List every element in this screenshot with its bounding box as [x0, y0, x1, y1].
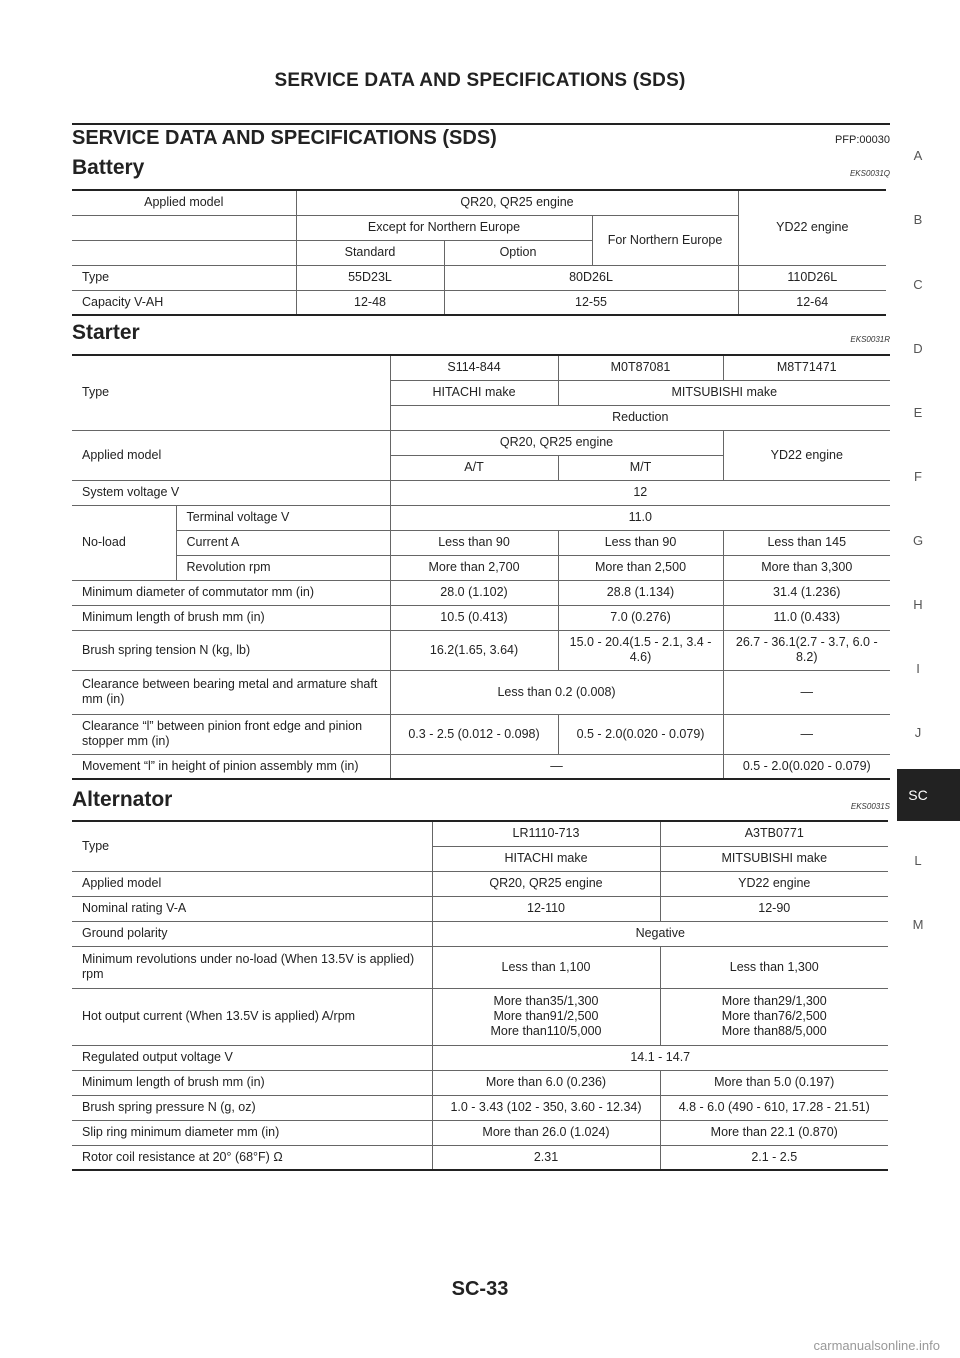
table-cell: Ground polarity: [72, 921, 432, 946]
table-row: [72, 190, 886, 215]
table-row: [72, 821, 888, 846]
table-row: [72, 430, 890, 455]
table-row: [72, 896, 888, 921]
table-cell: Capacity V-AH: [72, 290, 296, 315]
table-cell: 0.5 - 2.0(0.020 - 0.079): [558, 714, 723, 754]
table-row: [72, 988, 888, 1045]
table-cell: Minimum diameter of commutator mm (in): [72, 580, 390, 605]
cell-line: More than29/1,300: [721, 994, 827, 1008]
table-row: [72, 1145, 888, 1170]
table-cell: 0.5 - 2.0(0.020 - 0.079): [723, 754, 890, 779]
table-cell: 16.2(1.65, 3.64): [390, 630, 558, 670]
table-cell: 12-48: [296, 290, 444, 315]
table-cell: Less than 90: [390, 530, 558, 555]
watermark: carmanualsonline.info: [813, 1338, 940, 1353]
table-row: [72, 505, 890, 530]
table-cell: MITSUBISHI make: [660, 846, 888, 871]
table-cell: M/T: [558, 455, 723, 480]
table-cell: Current A: [176, 530, 390, 555]
table-row: [72, 670, 890, 714]
table-row: [72, 1095, 888, 1120]
table-cell: Less than 145: [723, 530, 890, 555]
table-cell: Standard: [296, 240, 444, 265]
title-rule: [72, 123, 890, 125]
table-cell: Less than 1,100: [432, 946, 660, 988]
table-cell: 10.5 (0.413): [390, 605, 558, 630]
index-letter-c[interactable]: C: [913, 277, 923, 292]
cell-line: More than110/5,000: [490, 1024, 602, 1038]
table-cell: 12-90: [660, 896, 888, 921]
index-letter-i[interactable]: I: [916, 661, 920, 676]
table-cell: 7.0 (0.276): [558, 605, 723, 630]
table-cell: A/T: [390, 455, 558, 480]
table-row: [72, 1045, 888, 1070]
table-cell: More than 3,300: [723, 555, 890, 580]
table-cell: Applied model: [72, 190, 296, 215]
table-row: [72, 1070, 888, 1095]
table-cell: Regulated output voltage V: [72, 1045, 432, 1070]
table-cell: 26.7 - 36.1(2.7 - 3.7, 6.0 - 8.2): [723, 630, 890, 670]
table-cell: Terminal voltage V: [176, 505, 390, 530]
table-cell: 11.0 (0.433): [723, 605, 890, 630]
table-cell: 80D26L: [444, 265, 738, 290]
table-cell: Type: [72, 355, 390, 430]
table-row: [72, 530, 890, 555]
cell-line: More than35/1,300: [493, 994, 599, 1008]
table-cell: Minimum length of brush mm (in): [72, 1070, 432, 1095]
alternator-table: [72, 820, 888, 1171]
table-cell: Except for Northern Europe: [296, 215, 592, 240]
table-row: [72, 946, 888, 988]
table-row: [72, 921, 888, 946]
table-cell: 110D26L: [738, 265, 886, 290]
battery-table: [72, 189, 886, 316]
table-cell: More than 5.0 (0.197): [660, 1070, 888, 1095]
table-row: [72, 871, 888, 896]
cell-line: More than76/2,500: [721, 1009, 827, 1023]
table-cell: Brush spring tension N (kg, lb): [72, 630, 390, 670]
alternator-section-code: EKS0031S: [850, 802, 890, 811]
table-cell: More than 2,500: [558, 555, 723, 580]
table-cell: HITACHI make: [390, 380, 558, 405]
table-cell: More than 22.1 (0.870): [660, 1120, 888, 1145]
table-cell: Minimum length of brush mm (in): [72, 605, 390, 630]
table-cell: Nominal rating V-A: [72, 896, 432, 921]
table-cell: 2.31: [432, 1145, 660, 1170]
document-code: PFP:00030: [834, 134, 890, 146]
starter-section-code: EKS0031R: [850, 335, 890, 344]
table-cell: HITACHI make: [432, 846, 660, 871]
index-letter-e[interactable]: E: [913, 405, 923, 420]
table-cell: QR20, QR25 engine: [390, 430, 723, 455]
starter-table: [72, 354, 890, 780]
table-cell: [72, 240, 296, 265]
table-cell: Less than 90: [558, 530, 723, 555]
table-cell: More than 2,700: [390, 555, 558, 580]
page-number: SC-33: [451, 1278, 509, 1300]
table-cell: 12-110: [432, 896, 660, 921]
table-row: [72, 630, 890, 670]
battery-section-title: Battery: [72, 156, 145, 179]
table-cell: 14.1 - 14.7: [432, 1045, 888, 1070]
table-cell: 4.8 - 6.0 (490 - 610, 17.28 - 21.51): [660, 1095, 888, 1120]
table-cell: YD22 engine: [776, 220, 849, 235]
table-cell: Clearance between bearing metal and armature shaft mm (in): [72, 670, 390, 714]
table-cell: For Northern Europe: [592, 215, 738, 265]
index-letter-d[interactable]: D: [913, 341, 923, 356]
table-row: [72, 265, 886, 290]
table-cell: No-load: [72, 505, 176, 580]
table-cell: Type: [72, 821, 432, 871]
battery-section-code: EKS0031Q: [849, 169, 890, 178]
table-row: [72, 714, 890, 754]
table-cell: Less than 0.2 (0.008): [390, 670, 723, 714]
table-cell: [72, 215, 296, 240]
table-row: [72, 290, 886, 315]
index-letter-m[interactable]: M: [912, 917, 924, 932]
table-cell: Option: [444, 240, 592, 265]
table-cell: M8T71471: [776, 360, 837, 375]
table-cell: Reduction: [390, 405, 890, 430]
table-cell: Movement “l” in height of pinion assembly mm (in): [72, 754, 390, 779]
table-cell: Applied model: [72, 871, 432, 896]
cell-line: More than91/2,500: [493, 1009, 599, 1023]
cell-line: More than88/5,000: [721, 1024, 827, 1038]
table-cell: 12-55: [444, 290, 738, 315]
table-cell: Negative: [432, 921, 888, 946]
table-cell: Clearance “l” between pinion front edge and pinion stopper mm (in): [72, 714, 390, 754]
table-cell: [660, 988, 888, 1045]
table-cell: 12: [390, 480, 890, 505]
table-row: [72, 355, 890, 380]
table-cell: More than 6.0 (0.236): [432, 1070, 660, 1095]
table-cell: —: [723, 714, 890, 754]
table-cell: 0.3 - 2.5 (0.012 - 0.098): [390, 714, 558, 754]
table-cell: System voltage V: [72, 480, 390, 505]
table-cell: YD22 engine: [660, 871, 888, 896]
table-row: [72, 580, 890, 605]
table-cell: M0T87081: [558, 355, 723, 380]
table-cell: Type: [72, 265, 296, 290]
running-header: SERVICE DATA AND SPECIFICATIONS (SDS): [274, 70, 686, 91]
table-row: [72, 480, 890, 505]
table-row: [72, 555, 890, 580]
index-letter-l[interactable]: L: [914, 853, 922, 868]
table-cell: 11.0: [390, 505, 890, 530]
table-cell: 31.4 (1.236): [723, 580, 890, 605]
table-cell: Less than 1,300: [660, 946, 888, 988]
table-cell: MITSUBISHI make: [558, 380, 890, 405]
alternator-section-title: Alternator: [72, 788, 173, 811]
table-cell: LR1110-713: [432, 821, 660, 846]
table-cell: 28.0 (1.102): [390, 580, 558, 605]
index-letter-h[interactable]: H: [913, 597, 923, 612]
table-cell: QR20, QR25 engine: [432, 871, 660, 896]
table-cell: QR20, QR25 engine: [296, 190, 738, 215]
table-cell: Minimum revolutions under no-load (When 13.5V is applied) rpm: [72, 946, 432, 988]
active-section-tab[interactable]: [897, 769, 960, 821]
table-cell: Revolution rpm: [176, 555, 390, 580]
table-cell: More than 26.0 (1.024): [432, 1120, 660, 1145]
table-cell: Applied model: [72, 430, 390, 480]
table-row: [72, 754, 890, 779]
table-cell: Hot output current (When 13.5V is applied) A/rpm: [72, 988, 432, 1045]
index-letter-j[interactable]: J: [914, 725, 922, 740]
table-cell: Brush spring pressure N (g, oz): [72, 1095, 432, 1120]
table-cell: Rotor coil resistance at 20° (68°F) Ω: [72, 1145, 432, 1170]
table-cell: —: [390, 754, 723, 779]
index-letter-g[interactable]: G: [912, 533, 924, 548]
table-cell: Slip ring minimum diameter mm (in): [72, 1120, 432, 1145]
table-cell: 15.0 - 20.4(1.5 - 2.1, 3.4 - 4.6): [558, 630, 723, 670]
table-cell: 12-64: [738, 290, 886, 315]
active-section-label: SC: [908, 787, 928, 803]
table-cell: YD22 engine: [723, 430, 890, 480]
table-cell: 2.1 - 2.5: [660, 1145, 888, 1170]
index-letter-b[interactable]: B: [913, 212, 923, 227]
table-row: [72, 605, 890, 630]
table-cell: 55D23L: [296, 265, 444, 290]
index-letter-f[interactable]: F: [914, 469, 922, 484]
index-letter-a[interactable]: A: [913, 148, 923, 163]
table-cell: 28.8 (1.134): [558, 580, 723, 605]
table-cell: A3TB0771: [744, 826, 804, 841]
table-cell: [432, 988, 660, 1045]
table-cell: —: [723, 670, 890, 714]
document-title: SERVICE DATA AND SPECIFICATIONS (SDS): [72, 127, 497, 149]
starter-section-title: Starter: [72, 321, 140, 344]
table-cell: S114-844: [390, 355, 558, 380]
table-row: [72, 1120, 888, 1145]
table-cell: 1.0 - 3.43 (102 - 350, 3.60 - 12.34): [432, 1095, 660, 1120]
